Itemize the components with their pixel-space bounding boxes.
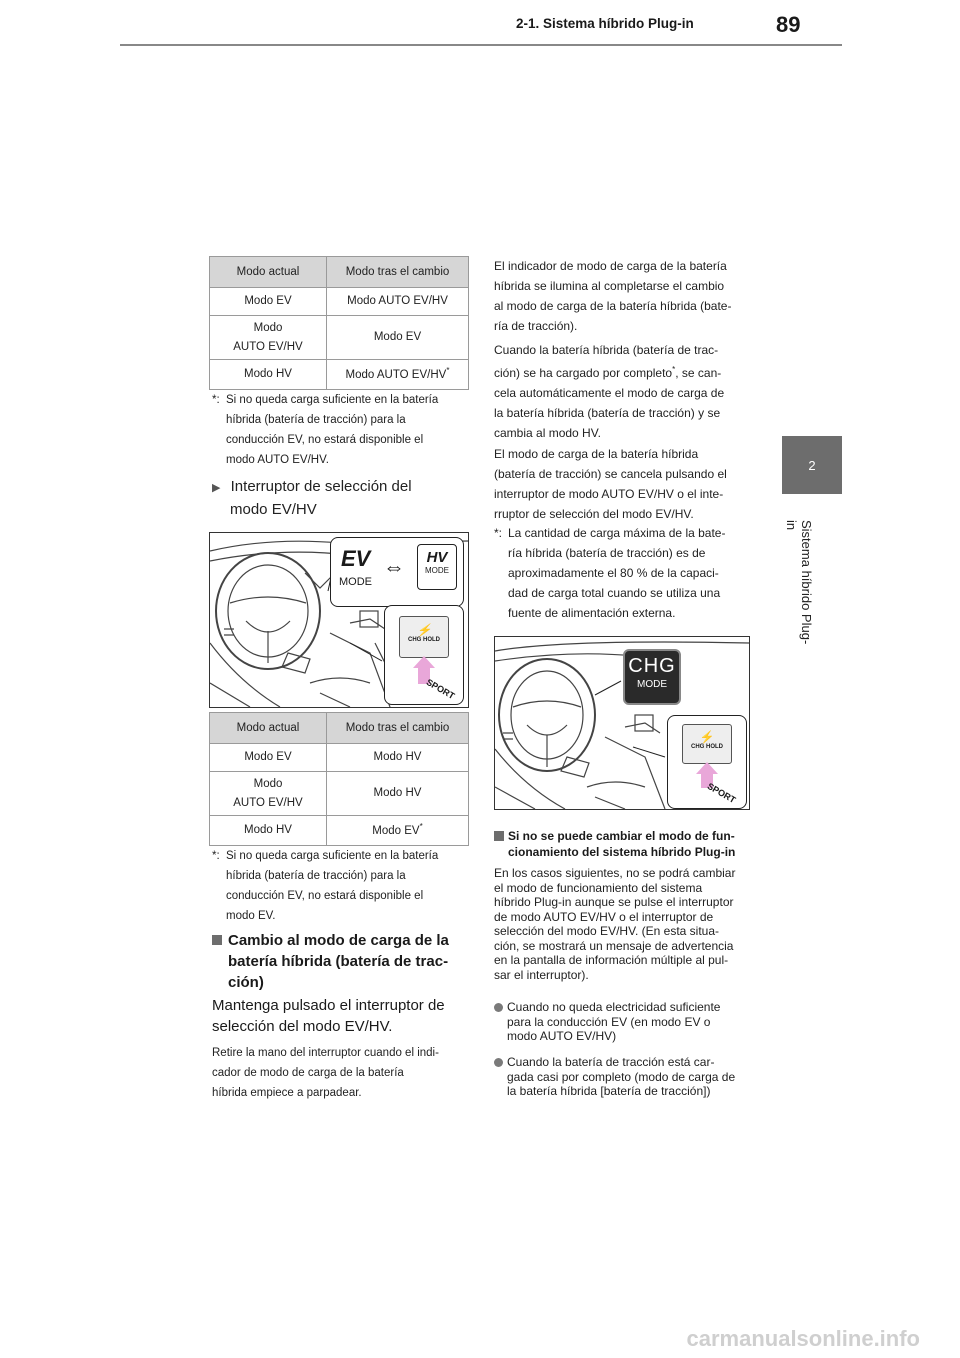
footnote-mark: *: — [212, 394, 220, 406]
note-line: híbrida (batería de tracción) para la — [226, 870, 406, 882]
table-cell: Modo HV — [210, 360, 327, 390]
note-line: La cantidad de carga máxima de la bate- — [508, 526, 726, 540]
note-line: modo AUTO EV/HV. — [226, 454, 329, 466]
paragraph-text: ción) se ha cargado por completo — [494, 366, 673, 380]
chg-mode-button-icon — [623, 649, 681, 705]
paragraph-line: al modo de carga de la batería híbrida (bate- — [494, 299, 732, 313]
paragraph-line: rruptor de selección del modo EV/HV. — [494, 507, 694, 521]
bullet-item — [494, 1000, 774, 1044]
subhead-line-2: modo EV/HV — [230, 501, 317, 518]
instruction-line: selección del modo EV/HV. — [212, 1018, 393, 1035]
note-line: Si no queda carga suficiente en la batería — [226, 394, 439, 406]
table-cell: Modo EV — [327, 316, 469, 360]
mode-table-1 — [209, 256, 469, 390]
bullet-line: para la conducción EV (en modo EV o — [507, 1014, 711, 1029]
chapter-title: Sistema híbrido Plug-in — [784, 520, 814, 645]
hv-button-icon — [417, 544, 457, 590]
bullet-line: Cuando la batería de tracción está car- — [507, 1055, 715, 1069]
paragraph-line: cambia al modo HV. — [494, 426, 601, 440]
chg-mode-label: MODE — [637, 679, 667, 690]
chapter-tab-number: 2 — [808, 457, 816, 473]
hv-mode-label: MODE — [425, 566, 449, 575]
table-cell: Modo HV — [210, 816, 327, 846]
body-line: híbrido Plug-in aunque se pulse el interruptor — [494, 895, 734, 909]
note-line: dad de carga total cuando se utiliza una — [508, 586, 721, 600]
footnote-mark: *: — [494, 526, 503, 540]
body-line: de modo AUTO EV/HV o el interruptor de — [494, 909, 714, 924]
note-line: ría híbrida (batería de tracción) es de — [508, 546, 706, 560]
body-line: en la pantalla de información múltiple al pul- — [494, 953, 729, 967]
section-2-body — [494, 866, 774, 982]
body-line: selección del modo EV/HV. (En esta situa- — [494, 924, 720, 938]
chg-hold-label: CHG HOLD — [408, 637, 440, 643]
bullet-line: la batería híbrida [batería de tracción]) — [507, 1084, 711, 1098]
right-paragraph-2 — [494, 340, 774, 443]
hint-line: Retire la mano del interruptor cuando el indi- — [212, 1047, 439, 1059]
table-cell — [327, 816, 469, 846]
chapter-tab[interactable] — [782, 436, 842, 494]
chg-mode-illustration — [494, 636, 750, 810]
table-header: Modo tras el cambio — [327, 257, 469, 288]
body-line: En los casos siguientes, no se podrá cambiar — [494, 866, 736, 880]
table-cell: Modo AUTO EV/HV — [327, 288, 469, 316]
section-title-line: cionamiento del sistema híbrido Plug-in — [508, 845, 736, 859]
section-hint — [212, 1043, 482, 1103]
paragraph-line: interruptor de modo AUTO EV/HV o el inte- — [494, 487, 724, 501]
right-paragraph-3 — [494, 444, 774, 524]
hint-line: cador de modo de carga de la batería — [212, 1067, 404, 1079]
section-instruction — [212, 995, 482, 1037]
bullet-line: Cuando no queda electricidad suficiente — [507, 1000, 721, 1014]
swap-arrow-icon: ⇔ — [383, 554, 405, 579]
subhead-evhv-switch — [212, 475, 412, 500]
bullet-item — [494, 1055, 774, 1099]
footnote-1 — [212, 390, 482, 470]
body-line: ción, se mostrará un mensaje de advertencia — [494, 938, 734, 953]
section-header: 2-1. Sistema híbrido Plug-in — [516, 16, 694, 31]
cell-line: Modo AUTO EV/HV — [233, 778, 303, 809]
table-cell: Modo EV — [210, 288, 327, 316]
page-number: 89 — [776, 12, 801, 37]
note-line: fuente de alimentación externa. — [508, 606, 676, 620]
section-charge-mode — [212, 930, 482, 993]
right-paragraph-1 — [494, 256, 774, 336]
paragraph-line: ría de tracción). — [494, 319, 578, 333]
chg-label: CHG — [628, 655, 676, 677]
circle-bullet-icon — [494, 1003, 503, 1012]
cell-text: Modo EV — [372, 824, 420, 837]
ev-mode-label: MODE — [339, 576, 372, 588]
chg-hold-button-icon: ⚡ CHG HOLD — [399, 616, 449, 658]
paragraph-text: , se can- — [675, 366, 722, 380]
section-title-line: Cambio al modo de carga de la — [228, 932, 449, 949]
chg-hold-callout — [384, 605, 464, 705]
table-cell: Modo HV — [327, 744, 469, 772]
body-line: sar el interruptor). — [494, 967, 589, 982]
paragraph-line — [494, 360, 774, 383]
hv-label: HV — [426, 549, 448, 566]
note-line: conducción EV, no estará disponible el — [226, 434, 424, 446]
square-bullet-icon — [494, 831, 504, 841]
header-rule — [120, 44, 842, 46]
sport-label: SPORT — [424, 676, 457, 702]
press-arrow-icon — [696, 762, 718, 774]
section-cannot-change — [494, 828, 774, 860]
paragraph-line: Cuando la batería híbrida (batería de trac- — [494, 343, 719, 357]
table-header: Modo tras el cambio — [327, 713, 469, 744]
paragraph-line: El indicador de modo de carga de la batería — [494, 259, 727, 273]
paragraph-line: (batería de tracción) se cancela pulsando el — [494, 467, 727, 481]
mode-table-2 — [209, 712, 469, 846]
subhead-line: Interruptor de selección del — [230, 478, 412, 495]
footnote-star: * — [446, 365, 450, 375]
paragraph-line: cela automáticamente el modo de carga de — [494, 386, 725, 400]
paragraph-line: la batería híbrida (batería de tracción) y se — [494, 406, 721, 420]
ev-label: EV — [341, 546, 371, 571]
note-line: Si no queda carga suficiente en la batería — [226, 850, 439, 862]
section-title-line: Si no se puede cambiar el modo de fun- — [508, 829, 735, 843]
table-cell: Modo HV — [327, 772, 469, 816]
chg-hold-callout — [667, 715, 747, 809]
evhv-switch-illustration — [209, 532, 469, 708]
chg-hold-label: CHG HOLD — [691, 744, 723, 750]
cell-line: Modo AUTO EV/HV — [233, 322, 303, 353]
footnote-star: * — [419, 821, 423, 831]
table-header: Modo actual — [210, 713, 327, 744]
bullet-line: gada casi por completo (modo de carga de — [507, 1069, 736, 1084]
body-line: el modo de funcionamiento del sistema — [494, 880, 703, 895]
note-line: modo EV. — [226, 910, 276, 922]
section-title-line: batería híbrida (batería de trac- — [228, 953, 449, 970]
cell-text: Modo AUTO EV/HV — [345, 368, 447, 381]
evhv-callout — [330, 537, 464, 607]
table-cell — [210, 772, 327, 816]
table-cell — [210, 316, 327, 360]
watermark: carmanualsonline.info — [686, 1326, 920, 1351]
arrow-right-icon: ▶ — [212, 482, 221, 494]
sport-label: SPORT — [705, 780, 738, 806]
square-bullet-icon — [212, 935, 222, 945]
table-cell: Modo EV — [210, 744, 327, 772]
hint-line: híbrida empiece a parpadear. — [212, 1087, 362, 1099]
circle-bullet-icon — [494, 1058, 503, 1067]
section-title-line: ción) — [228, 974, 264, 991]
table-header: Modo actual — [210, 257, 327, 288]
paragraph-line: El modo de carga de la batería híbrida — [494, 447, 699, 461]
instruction-line: Mantenga pulsado el interruptor de — [212, 997, 445, 1014]
paragraph-line: híbrida se ilumina al completarse el cambio — [494, 279, 725, 293]
footnote-mark: *: — [212, 850, 220, 862]
bullet-line: modo AUTO EV/HV) — [507, 1029, 617, 1043]
note-line: aproximadamente el 80 % de la capaci- — [508, 566, 719, 580]
chg-hold-button-icon: ⚡ CHG HOLD — [682, 724, 732, 764]
note-line: conducción EV, no estará disponible el — [226, 890, 424, 902]
right-footnote — [494, 523, 774, 623]
press-arrow-icon — [413, 656, 435, 668]
note-line: híbrida (batería de tracción) para la — [226, 414, 406, 426]
table-cell — [327, 360, 469, 390]
footnote-2 — [212, 846, 482, 926]
footnote-star: * — [672, 365, 676, 374]
